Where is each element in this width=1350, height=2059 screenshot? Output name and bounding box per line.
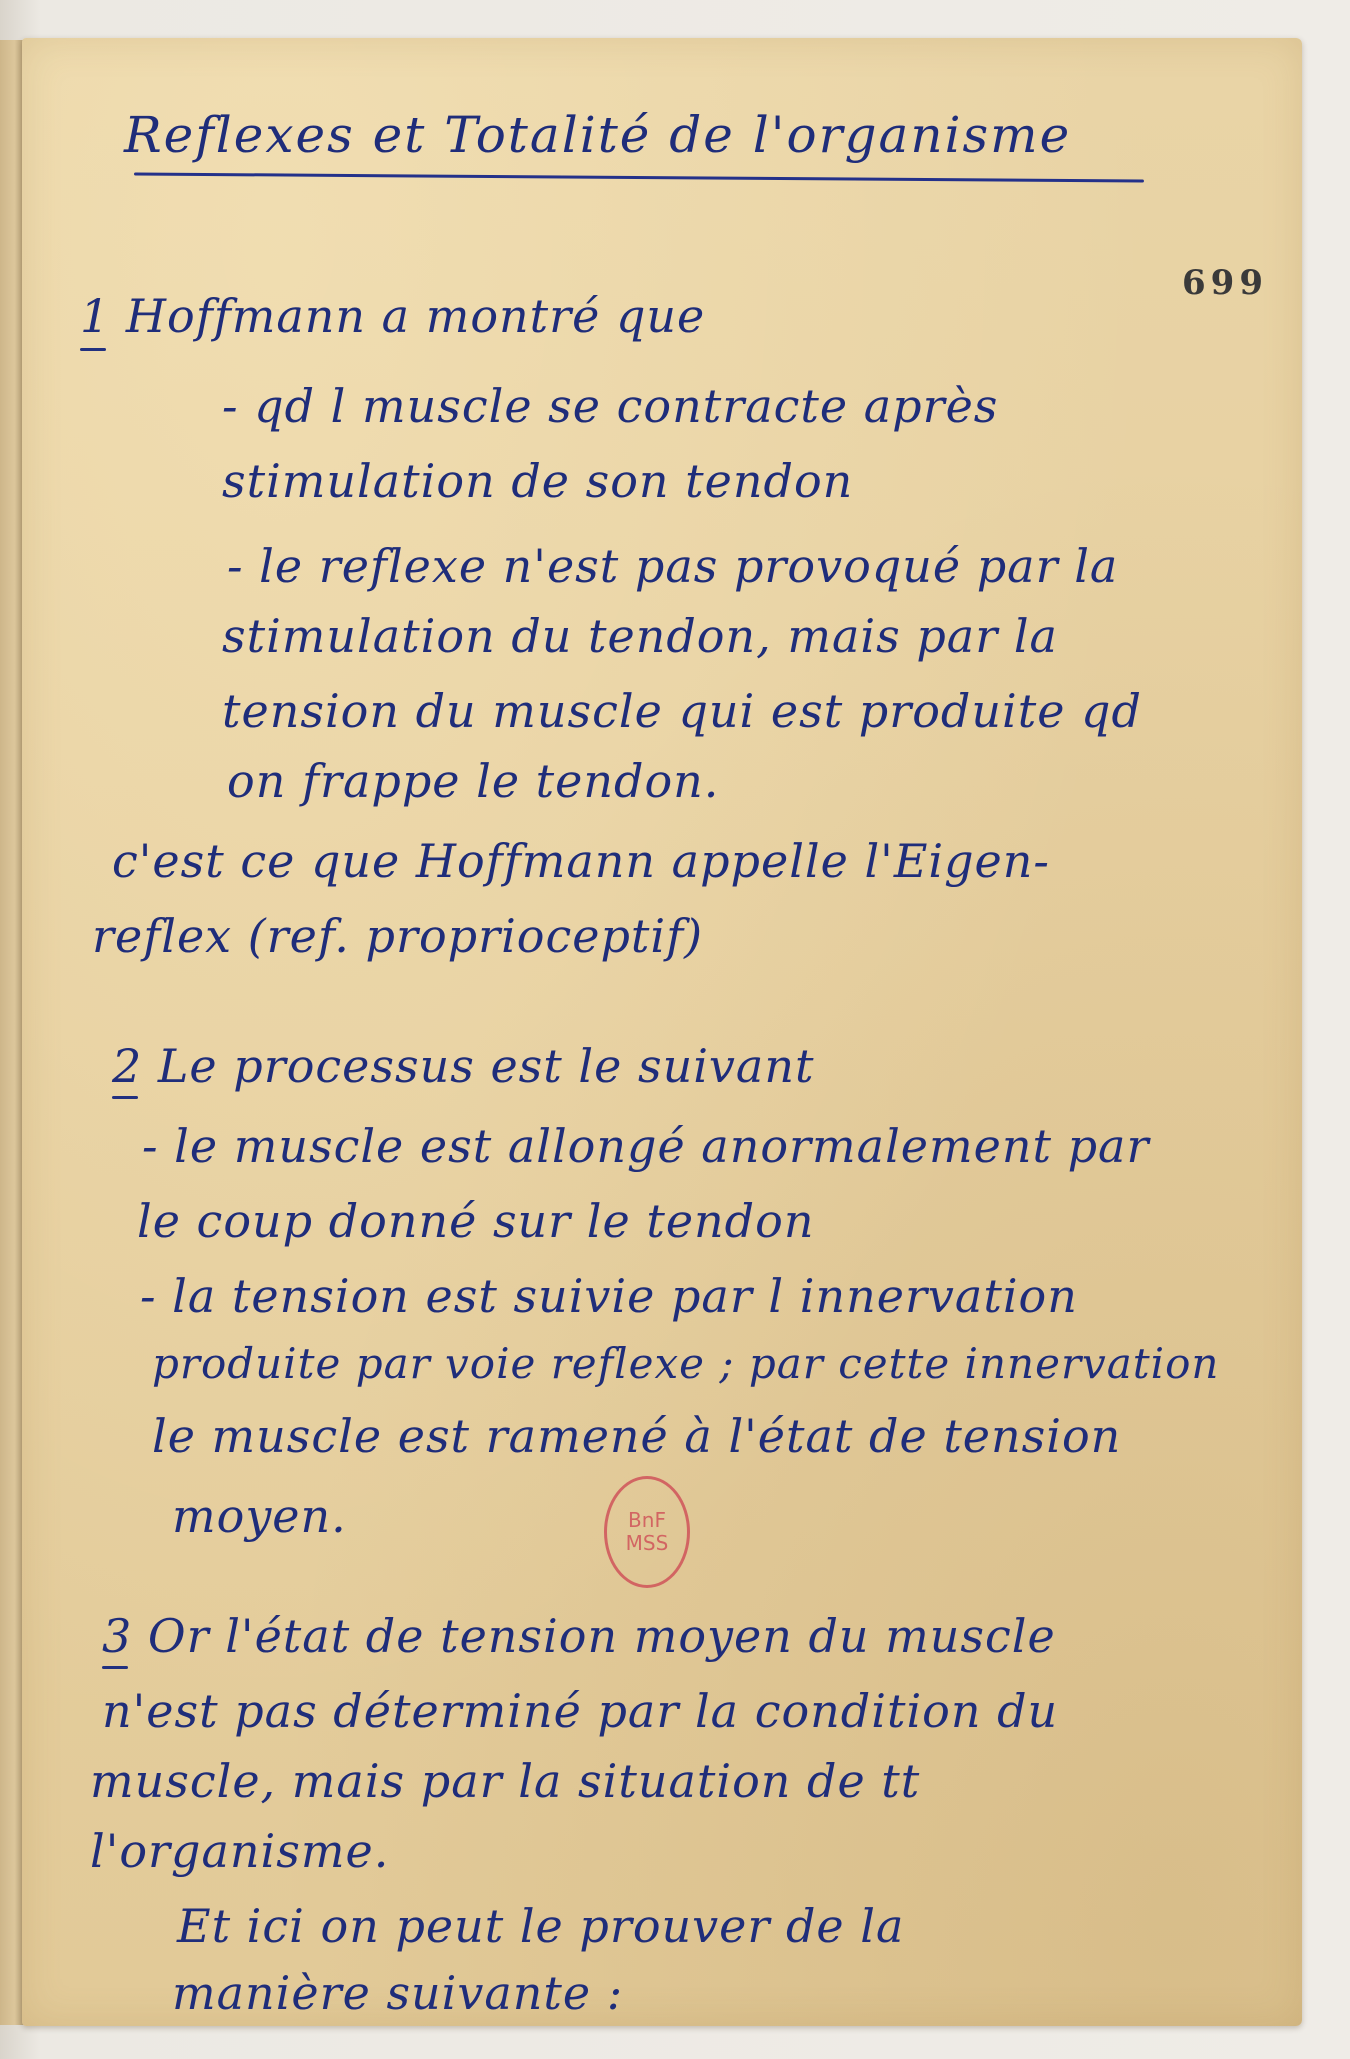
- text-line: 3 Or l'état de tension moyen du muscle: [102, 1609, 1056, 1663]
- text-line: l'organisme.: [90, 1824, 390, 1878]
- title-underline: [134, 172, 1144, 182]
- manuscript-page: [22, 38, 1302, 2026]
- section-1-underline: [80, 348, 106, 351]
- text-line: 2 Le processus est le suivant: [112, 1039, 815, 1093]
- bnf-library-stamp: [604, 1476, 690, 1588]
- text-line: moyen.: [172, 1489, 347, 1543]
- text-line: - le reflexe n'est pas provoqué par la: [227, 539, 1119, 593]
- text-line: - la tension est suivie par l innervation: [140, 1269, 1078, 1323]
- text-line: 1 Hoffmann a montré que: [80, 289, 706, 343]
- text-line: le coup donné sur le tendon: [137, 1194, 815, 1248]
- text-line: le muscle est ramené à l'état de tension: [152, 1409, 1122, 1463]
- text-line: reflex (ref. proprioceptif): [92, 909, 704, 963]
- page-title: Reflexes et Totalité de l'organisme: [124, 106, 1072, 164]
- text-line: - qd l muscle se contracte après: [222, 379, 999, 433]
- stamp-line-1: BnF: [628, 1508, 666, 1532]
- text-line: - le muscle est allongé anormalement par: [142, 1119, 1150, 1173]
- text-line: manière suivante :: [172, 1966, 624, 2020]
- text-line: stimulation de son tendon: [222, 454, 854, 508]
- text-line: Et ici on peut le prouver de la: [177, 1899, 905, 1953]
- section-2-underline: [112, 1096, 138, 1099]
- text-line: n'est pas déterminé par la condition du: [102, 1684, 1059, 1738]
- section-3-underline: [102, 1666, 128, 1669]
- folio-number: 699: [1182, 263, 1268, 303]
- text-line: tension du muscle qui est produite qd: [222, 684, 1142, 738]
- text-line: on frappe le tendon.: [227, 754, 720, 808]
- text-line: produite par voie reflexe ; par cette innervation: [152, 1339, 1220, 1388]
- stamp-line-2: MSS: [625, 1531, 669, 1555]
- text-line: stimulation du tendon, mais par la: [222, 609, 1058, 663]
- text-line: muscle, mais par la situation de tt: [90, 1754, 921, 1808]
- text-line: c'est ce que Hoffmann appelle l'Eigen-: [112, 834, 1050, 888]
